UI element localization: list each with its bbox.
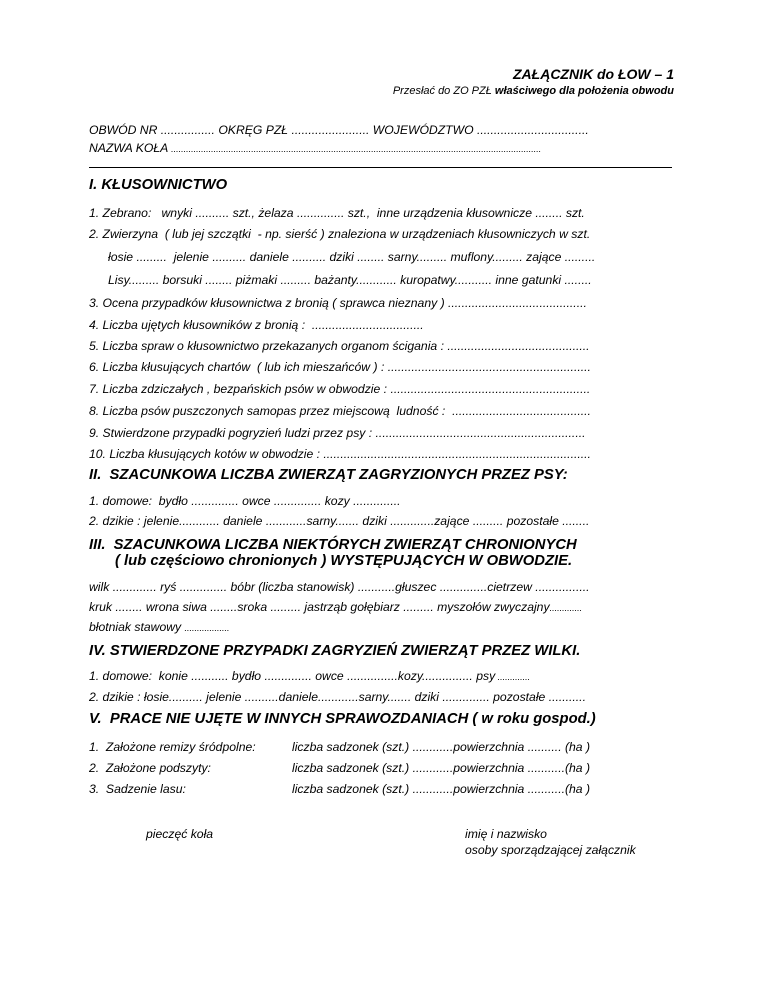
s3-line-2-dots: ............. — [549, 603, 583, 613]
s5-row-1-label: 1. Założone remizy śródpolne: — [89, 740, 256, 754]
s1-line-9: 7. Liczba zdziczałych , bezpańskich psów w obwodzie : ........................................................... — [89, 382, 591, 396]
s3-line-3-text: błotniak stawowy — [89, 620, 185, 634]
s5-row-1-value: liczba sadzonek (szt.) ............powierzchnia .......... (ha ) — [292, 740, 591, 754]
s1-line-7: 5. Liczba spraw o kłusownictwo przekazanych organom ścigania : .......................................... — [89, 339, 590, 353]
subtitle-prefix: Przesłać do ZO PZŁ — [392, 85, 495, 97]
club-name-dots: .................................................................................................................................................... — [171, 144, 542, 154]
s4-line-1 — [89, 669, 530, 685]
s5-row-2-value: liczba sadzonek (szt.) ............powierzchnia ...........(ha ) — [292, 761, 591, 775]
s3-line-1: wilk ............. ryś .............. bóbr (liczba stanowisk) ...........głuszec ..............cietrzew ................ — [89, 580, 590, 594]
club-name-line — [89, 141, 541, 157]
s3-line-3 — [89, 620, 230, 636]
s1-line-11: 9. Stwierdzone przypadki pogryzień ludzi przez psy : .............................................................. — [89, 426, 586, 440]
s1-line-2: 2. Zwierzyna ( lub jej szczątki - np. sierść ) znaleziona w urządzeniach kłusowniczych w szt. — [89, 227, 591, 241]
section-1-heading: I. KŁUSOWNICTWO — [89, 177, 228, 193]
document-subtitle — [393, 85, 674, 97]
section-3-heading: III. SZACUNKOWA LICZBA NIEKTÓRYCH ZWIERZĄT CHRONIONYCH — [89, 537, 577, 553]
section-3-heading-cont: ( lub częściowo chronionych ) WYSTĘPUJĄCYCH W OBWODZIE. — [115, 553, 573, 569]
section-2-heading: II. SZACUNKOWA LICZBA ZWIERZĄT ZAGRYZIONYCH PRZEZ PSY: — [89, 467, 568, 483]
s1-line-12: 10. Liczba kłusujących kotów w obwodzie : ............................................................................... — [89, 447, 591, 461]
district-line: OBWÓD NR ................ OKRĘG PZŁ ....................... WOJEWÓDZTWO ................................. — [89, 123, 589, 137]
s2-line-1: 1. domowe: bydło .............. owce .............. kozy .............. — [89, 494, 401, 508]
s1-line-4: Lisy......... borsuki ........ piżmaki ......... bażanty............ kuropatwy........... inne gatunki ........ — [108, 273, 592, 287]
s3-line-3-dots: .................. — [184, 623, 230, 633]
s3-line-2 — [89, 600, 582, 616]
s5-row-3-label: 3. Sadzenie lasu: — [89, 782, 186, 796]
s1-line-5: 3. Ocena przypadków kłusownictwa z bronią ( sprawca nieznany ) ......................................... — [89, 296, 587, 310]
section-5-heading: V. PRACE NIE UJĘTE W INNYCH SPRAWOZDANIACH ( w roku gospod.) — [89, 711, 596, 727]
club-name-label: NAZWA KOŁA — [89, 141, 172, 155]
s1-line-3: łosie ......... jelenie .......... daniele .......... dziki ........ sarny......... muflony......... zające ......... — [108, 250, 596, 264]
document-title: ZAŁĄCZNIK do ŁOW – 1 — [513, 66, 674, 82]
s5-row-2-label: 2. Założone podszyty: — [89, 761, 211, 775]
section-4-heading: IV. STWIERDZONE PRZYPADKI ZAGRYZIEŃ ZWIERZĄT PRZEZ WILKI. — [89, 643, 581, 659]
s1-line-10: 8. Liczba psów puszczonych samopas przez miejscową ludność : ......................................... — [89, 404, 591, 418]
header-divider — [89, 167, 672, 168]
stamp-label: pieczęć koła — [146, 827, 214, 841]
s1-line-1: 1. Zebrano: wnyki .......... szt., żelaza .............. szt., inne urządzenia kłusownicze ........ szt. — [89, 206, 585, 220]
s2-line-2: 2. dzikie : jelenie............ daniele ............sarny....... dziki .............zające ......... pozostałe ........ — [89, 514, 590, 528]
signature-person-label: osoby sporządzającej załącznik — [465, 843, 636, 857]
s1-line-6: 4. Liczba ujętych kłusowników z bronią : ................................. — [89, 318, 424, 332]
s5-row-3-value: liczba sadzonek (szt.) ............powierzchnia ...........(ha ) — [292, 782, 591, 796]
s4-line-1-dots: ............. — [495, 672, 531, 682]
subtitle-bold: właściwego dla położenia obwodu — [494, 85, 674, 97]
s4-line-2: 2. dzikie : łosie.......... jelenie ..........daniele............sarny....... dziki .............. pozostałe ........... — [89, 690, 586, 704]
s1-line-8: 6. Liczba kłusujących chartów ( lub ich mieszańców ) : ............................................................ — [89, 360, 591, 374]
s4-line-1-text: 1. domowe: konie ........... bydło .............. owce ...............kozy............... psy — [89, 669, 496, 683]
s3-line-2-text: kruk ........ wrona siwa ........sroka ......... jastrząb gołębiarz ......... myszołów zwyczajny — [89, 600, 550, 614]
signature-name-label: imię i nazwisko — [465, 827, 547, 841]
